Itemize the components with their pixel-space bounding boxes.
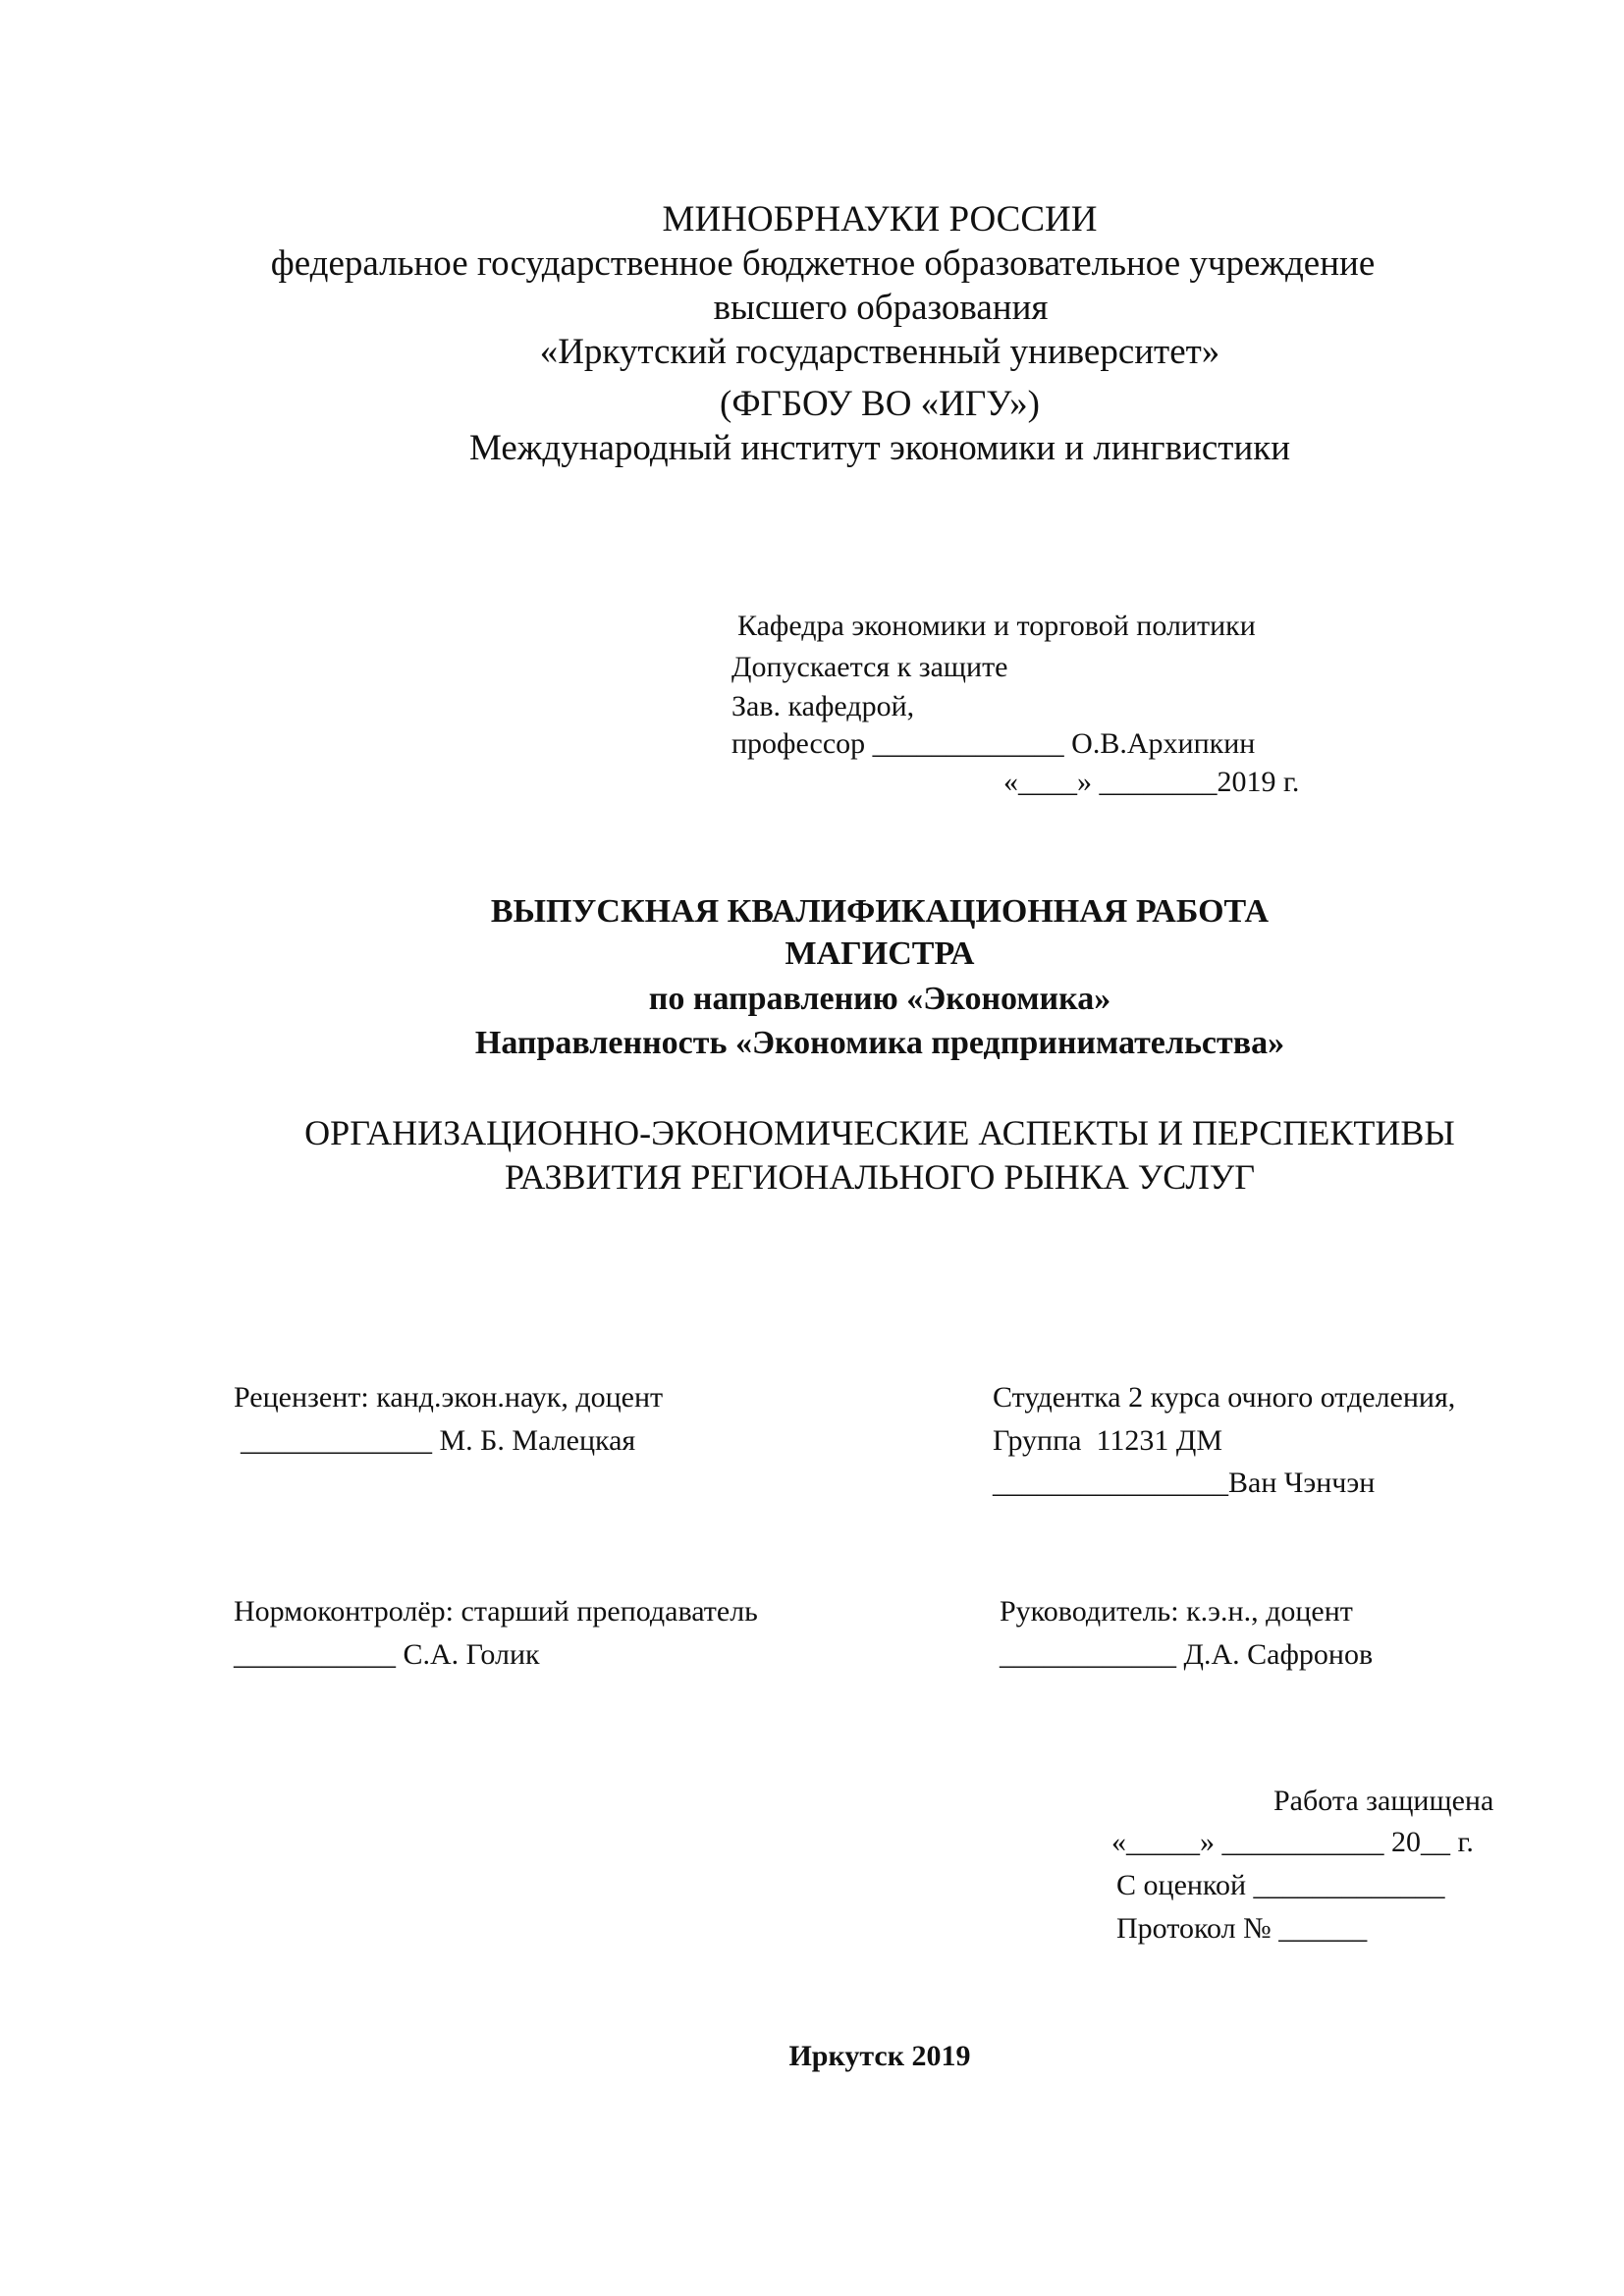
norm-controller-signature-line: ___________ С.А. Голик: [234, 1638, 540, 1671]
study-direction: по направлению «Экономика»: [648, 981, 1111, 1017]
supervisor-label: Руководитель: к.э.н., доцент: [1000, 1595, 1353, 1628]
department-name: Кафедра экономики и торговой политики: [737, 610, 1256, 642]
university-abbreviation: (ФГБОУ ВО «ИГУ»): [720, 384, 1040, 424]
institute-name: Международный институт экономики и лингвистики: [468, 428, 1291, 468]
thesis-topic-line1: ОРГАНИЗАЦИОННО-ЭКОНОМИЧЕСКИЕ АСПЕКТЫ И ПЕРСПЕКТИВЫ: [304, 1113, 1455, 1152]
defense-date-line: «_____» ___________ 20__ г.: [1111, 1826, 1474, 1858]
institution-type-line1: федеральное государственное бюджетное образовательное учреждение: [270, 243, 1376, 284]
professor-signature-line: профессор _____________ О.В.Архипкин: [731, 727, 1256, 760]
protocol-line: Протокол № ______: [1116, 1912, 1368, 1945]
approval-date-line: «____» ________2019 г.: [1003, 766, 1300, 798]
study-specialization: Направленность «Экономика предпринимательства»: [474, 1025, 1285, 1061]
admitted-to-defense: Допускается к защите: [731, 651, 1008, 683]
norm-controller-label: Нормоконтролёр: старший преподаватель: [234, 1595, 758, 1628]
reviewer-label: Рецензент: канд.экон.наук, доцент: [234, 1381, 664, 1414]
student-signature-line: ________________Ван Чэнчэн: [993, 1467, 1376, 1499]
work-protected-label: Работа защищена: [1273, 1785, 1494, 1817]
reviewer-signature-line: _____________ М. Б. Малецкая: [241, 1424, 636, 1457]
student-group: Группа 11231 ДМ: [993, 1424, 1223, 1457]
work-type-line2: МАГИСТРА: [785, 935, 975, 972]
thesis-topic-line2: РАЗВИТИЯ РЕГИОНАЛЬНОГО РЫНКА УСЛУГ: [504, 1157, 1256, 1197]
institution-type-line2: высшего образования: [713, 288, 1049, 328]
supervisor-signature-line: ____________ Д.А. Сафронов: [1000, 1638, 1374, 1671]
student-label: Студентка 2 курса очного отделения,: [993, 1381, 1456, 1414]
ministry-name: МИНОБРНАУКИ РОССИИ: [662, 199, 1098, 240]
grade-line: С оценкой _____________: [1116, 1869, 1445, 1901]
work-type-line1: ВЫПУСКНАЯ КВАЛИФИКАЦИОННАЯ РАБОТА: [490, 893, 1270, 930]
head-of-department: Зав. кафедрой,: [731, 690, 915, 722]
university-name: «Иркутский государственный университет»: [539, 332, 1220, 372]
city-year: Иркутск 2019: [788, 2040, 971, 2072]
